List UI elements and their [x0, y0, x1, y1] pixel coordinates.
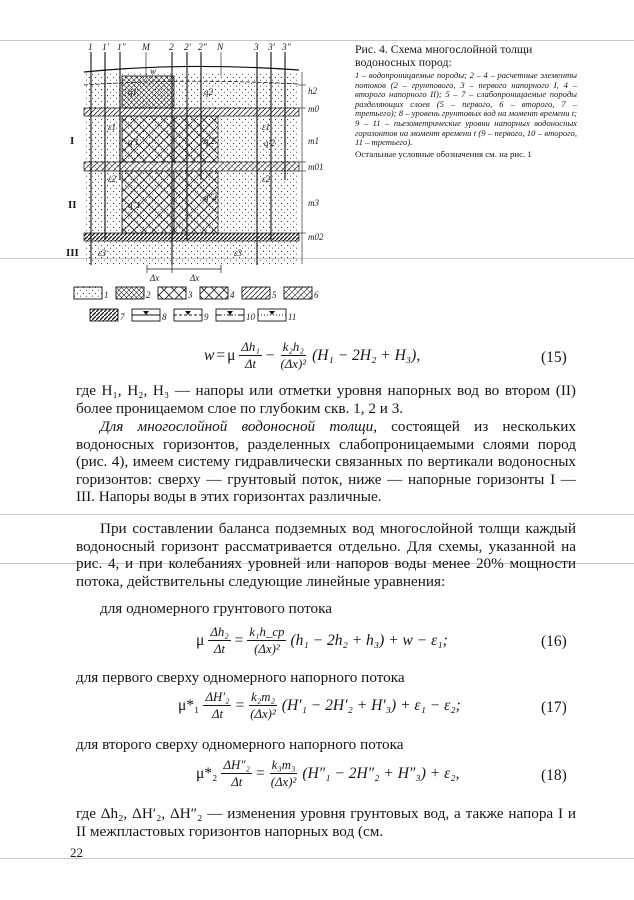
equation-number: (18)	[541, 767, 567, 784]
dimension-label: m02	[308, 232, 324, 242]
fraction-denominator: (Δx)²	[270, 775, 297, 789]
fraction-numerator: ΔH′₂	[205, 690, 230, 704]
dimension-label: m1	[308, 136, 319, 146]
flow-label: q1	[128, 87, 137, 97]
paragraph: для первого сверху одномерного напорного потока	[76, 669, 405, 686]
legend-number: 4	[230, 290, 235, 300]
formula-fraction	[208, 625, 230, 656]
flow-label: ε1	[108, 122, 117, 132]
formula-symbol: μ*₂	[196, 764, 218, 782]
well-label: M	[142, 43, 150, 53]
paragraph: для второго сверху одномерного напорного потока	[76, 736, 404, 753]
fraction-numerator: k₃m₃	[271, 758, 296, 772]
paragraph: где H₁, H₂, H₃ — напоры или отметки уровня напорных вод во втором (II) более проницаемом слое по глубоким скв. 1, 2 и 3.	[76, 382, 576, 417]
fraction-denominator: Δt	[211, 707, 224, 721]
formula-symbol: μ*₁	[178, 696, 200, 714]
formula-symbol: =	[256, 764, 265, 782]
caption-title: Рис. 4. Схема многослойной толщи водоносных пород:	[355, 42, 533, 69]
formula-symbol: μ	[196, 631, 205, 649]
fraction-denominator: Δt	[231, 775, 243, 789]
flow-label: ε2	[262, 174, 271, 184]
dimension-label: h2	[308, 86, 317, 96]
legend-number: 8	[162, 312, 167, 322]
formula-symbol: −	[265, 346, 275, 364]
dimension-label: m01	[308, 162, 324, 172]
well-label: 1"	[117, 43, 126, 53]
legend-number: 3	[188, 290, 193, 300]
formula-17	[178, 690, 461, 721]
well-label: 3'	[268, 43, 275, 53]
flow-label: ε1	[262, 122, 271, 132]
formula-fraction	[239, 340, 261, 371]
flow-label: q'2	[204, 136, 215, 146]
flow-label: ε2	[108, 174, 117, 184]
paragraph: При составлении баланса подземных вод многослойной толщи каждый водоносный горизонт рассматривается отдельно. Для схемы, указанной на рис. 4, и при колебаниях уровней или напоров воды менее 20% мощности потока, действительны следующие линейные уравнения:	[76, 520, 576, 590]
equation-number: (17)	[541, 699, 567, 716]
fraction-denominator: Δt	[245, 357, 257, 371]
flow-label: q'1	[128, 137, 139, 147]
dx-label: Δx	[150, 273, 160, 283]
flow-label: q"1	[128, 200, 141, 210]
formula-fraction	[279, 340, 309, 371]
fraction-numerator: k₂h₂	[282, 340, 304, 354]
fraction-denominator: (Δx)²	[280, 357, 307, 371]
formula-fraction	[203, 690, 231, 721]
equation-number: (16)	[541, 633, 567, 650]
legend-number: 10	[246, 312, 255, 322]
paragraph-body: состоящей из нескольких водоносных горизонтов, разделенных слабопроницаемыми слоями пород (рис. 4), имеем систему гидравлически связанных по вертикали водоносных горизонтов: сверху — грунтовый поток, ниже — напорные горизонты I — III. Напоры воды в этих горизонтах различные.	[76, 418, 576, 506]
well-label: 2	[169, 43, 174, 53]
caption-body: 1 – водопроницаемые породы; 2 – 4 – расчетные элементы потоков (2 – грунтового, 3 – первого напорного I, 4 – второго напорного II); 5 – 7 – слабопроницаемые породы разделяющих слоев (5 – первого, 6 – второго, 7 – третьего); 8 – уровень грунтовых вод на момент времени t; 9 – 11 – пьезометрические уровни напорных водоносных горизонтов на момент времени t (9 – первого, 10 – второго, 11 – третьего).	[355, 70, 577, 148]
formula-symbol: μ	[227, 346, 236, 364]
formula-symbol: =	[235, 696, 245, 714]
fraction-numerator: k₂m₂	[251, 690, 275, 704]
formula-18	[196, 758, 460, 789]
formula-fraction	[248, 690, 278, 721]
flow-label: q'2	[264, 138, 275, 148]
fraction-denominator: (Δx)²	[254, 642, 280, 656]
layer-label: I	[70, 135, 75, 147]
well-label: 3"	[282, 43, 291, 53]
formula-15	[204, 340, 420, 371]
scan-line	[0, 858, 634, 859]
formula-expression: (H′₁ − 2H′₂ + H′₃) + ε₁ − ε₂;	[281, 696, 461, 714]
fraction-numerator: Δh₂	[210, 625, 229, 639]
dimension-label: m3	[308, 198, 319, 208]
fraction-numerator: Δh₁	[241, 340, 260, 354]
well-label: 1'	[102, 43, 109, 53]
formula-16	[196, 625, 448, 656]
formula-symbol: =	[216, 346, 226, 364]
paragraph: где Δh₂, ΔH′₂, ΔH″₂ — изменения уровня грунтовых вод, а также напора I и II межпластовых горизонтов напорных вод (см.	[76, 805, 576, 840]
aquifer-schema-figure	[64, 40, 352, 330]
layer-label: III	[66, 247, 79, 259]
well-label: 2'	[184, 43, 191, 53]
scan-line	[0, 514, 634, 515]
legend-number: 2	[146, 290, 151, 300]
flow-label: q2	[204, 87, 213, 97]
formula-expression: (H″₁ − 2H″₂ + H″₃) + ε₂,	[302, 764, 460, 782]
formula-expression: (h₁ − 2h₂ + h₃) + w − ε₁;	[290, 631, 448, 649]
paragraph	[76, 418, 576, 506]
legend-number: 7	[120, 312, 125, 322]
legend-number: 1	[104, 290, 109, 300]
legend-number: 9	[204, 312, 209, 322]
formula-fraction	[221, 758, 252, 789]
flow-label: w	[150, 66, 157, 76]
well-label: 3	[254, 43, 259, 53]
figure-caption	[355, 43, 577, 159]
legend-number: 6	[314, 290, 319, 300]
equation-number: (15)	[541, 349, 567, 366]
formula-expression: (H₁ − 2H₂ + H₃),	[312, 346, 421, 364]
paragraph-lead-in: Для многослойной водоносной толщи,	[100, 418, 377, 435]
formula-fraction	[269, 758, 299, 789]
flow-label: q"2	[204, 192, 217, 202]
caption-note: Остальные условные обозначения см. на рис. 1	[355, 148, 532, 159]
layer-label: II	[68, 199, 77, 211]
page-number: 22	[70, 845, 83, 860]
dx-label: Δx	[190, 273, 200, 283]
legend-number: 5	[272, 290, 277, 300]
well-label: 1	[88, 43, 93, 53]
well-label: N	[217, 43, 224, 53]
fraction-numerator: k₁h_ср	[249, 625, 285, 639]
paragraph: для одномерного грунтового потока	[100, 600, 333, 617]
flow-label: ε3	[98, 248, 107, 258]
formula-symbol: =	[234, 631, 244, 649]
flow-label: ε3	[234, 248, 243, 258]
legend-number: 11	[288, 312, 297, 322]
fraction-denominator: (Δx)²	[250, 707, 276, 721]
formula-symbol: w	[204, 346, 215, 364]
formula-fraction	[247, 625, 286, 656]
well-label: 2"	[198, 43, 207, 53]
dimension-label: m0	[308, 104, 319, 114]
fraction-numerator: ΔH″₂	[223, 758, 250, 772]
fraction-denominator: Δt	[213, 642, 226, 656]
